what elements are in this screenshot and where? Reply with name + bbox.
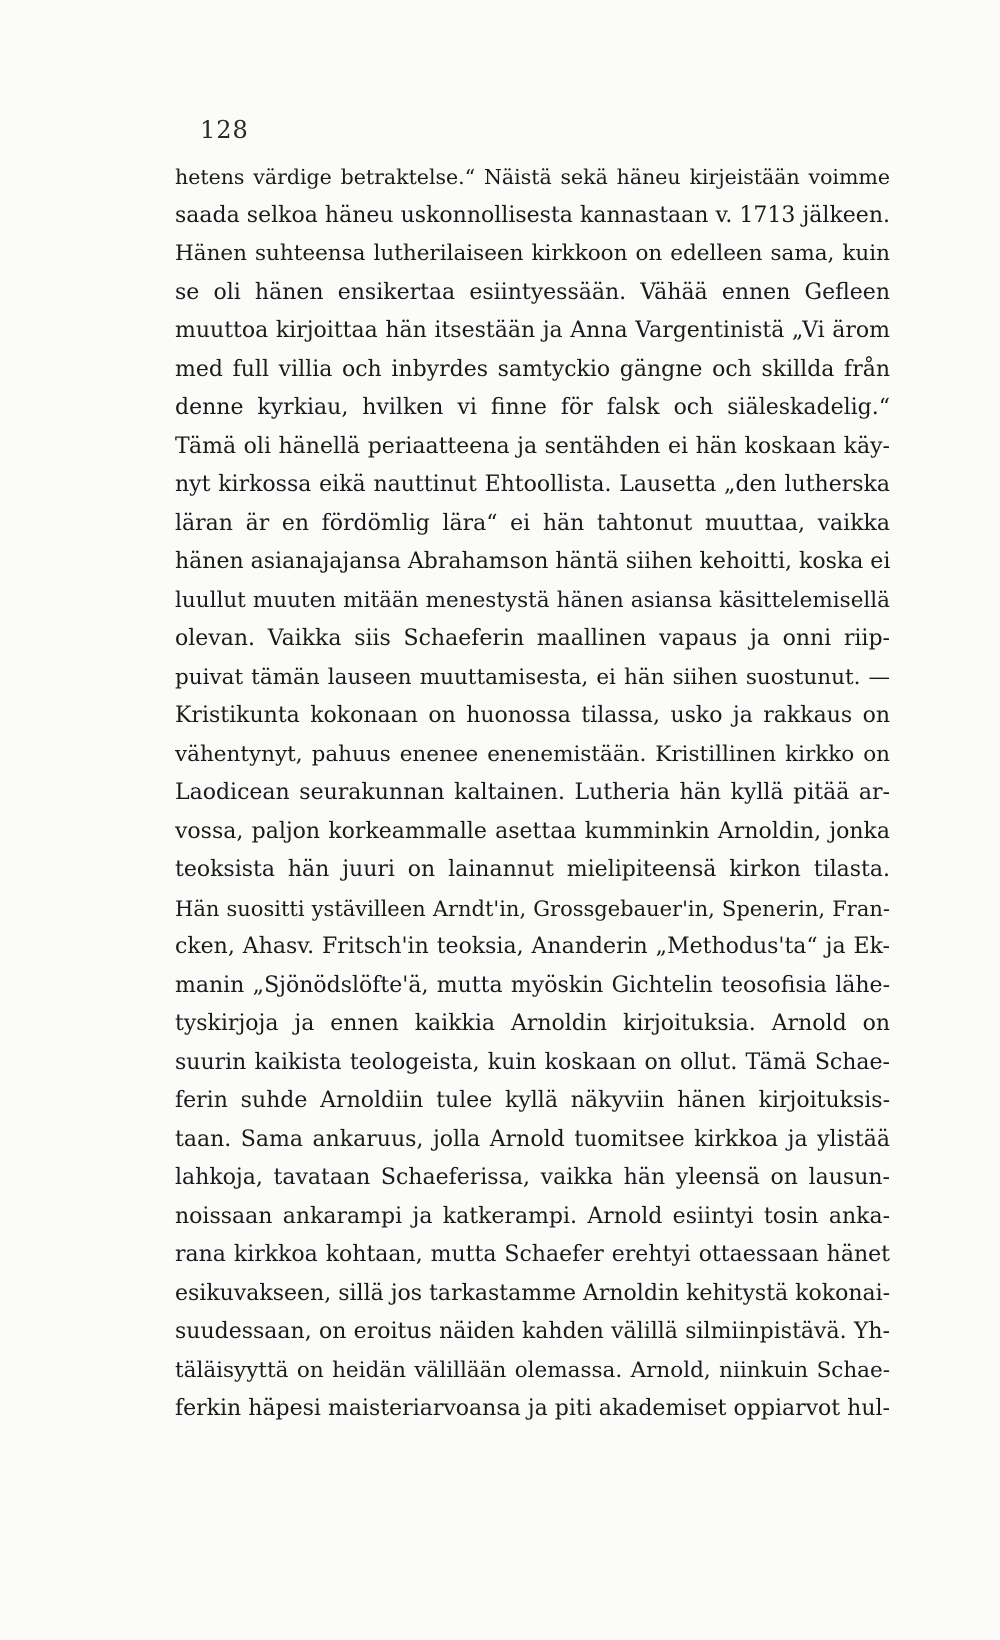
text-line: Kristikunta kokonaan on huonossa tilassa, usko ja rakkaus on <box>175 703 890 728</box>
text-line: Laodicean seurakunnan kaltainen. Lutheria hän kyllä pitää ar- <box>175 780 890 805</box>
text-line: rana kirkkoa kohtaan, mutta Schaefer erehtyi ottaessaan hänet <box>175 1242 890 1267</box>
text-line: Hänen suhteensa lutherilaiseen kirkkoon on edelleen sama, kuin <box>175 241 890 266</box>
text-line: hänen asianajajansa Abrahamson häntä siihen kehoitti, koska ei <box>175 549 890 574</box>
text-line: vossa, paljon korkeammalle asettaa kumminkin Arnoldin, jonka <box>175 818 890 844</box>
text-line: läran är en fördömlig lära“ ei hän tahtonut muuttaa, vaikka <box>175 510 890 536</box>
text-line: täläisyyttä on heidän välillään olemassa. Arnold, niinkuin Schae- <box>175 1357 890 1383</box>
text-line: esikuvakseen, sillä jos tarkastamme Arnoldin kehitystä kokonai- <box>175 1280 890 1306</box>
text-line: teoksista hän juuri on lainannut mielipiteensä kirkon tilasta. <box>175 857 890 882</box>
text-line: Hän suositti ystävilleen Arndt'in, Grossgebauer'in, Spenerin, Fran- <box>175 896 890 921</box>
text-line: tyskirjoja ja ennen kaikkia Arnoldin kirjoituksia. Arnold on <box>175 1011 890 1036</box>
text-line: med full villia och inbyrdes samtyckio gängne och skillda från <box>175 356 890 382</box>
text-line: manin „Sjönödslöfte'ä, mutta myöskin Gichtelin teosofisia lähe- <box>175 972 890 998</box>
text-line: ferkin häpesi maisteriarvoansa ja piti akademiset oppiarvot hul- <box>175 1396 890 1421</box>
text-line: puivat tämän lauseen muuttamisesta, ei hän siihen suostunut. — <box>175 664 890 690</box>
text-line: luullut muuten mitään menestystä hänen asiansa käsittelemisellä <box>175 587 890 613</box>
text-line: olevan. Vaikka siis Schaeferin maallinen vapaus ja onni riip- <box>175 626 890 651</box>
text-line: cken, Ahasv. Fritsch'in teoksia, Ananderin „Methodus'ta“ ja Ek- <box>175 934 890 959</box>
text-line: hetens värdige betraktelse.“ Näistä sekä häneu kirjeistään voimme <box>175 165 890 189</box>
text-line: se oli hänen ensikertaa esiintyessään. Vähää ennen Gefleen <box>175 279 890 305</box>
text-line: saada selkoa häneu uskonnollisesta kannastaan v. 1713 jälkeen. <box>175 202 890 228</box>
text-line: lahkoja, tavataan Schaeferissa, vaikka hän yleensä on lausun- <box>175 1165 890 1190</box>
body-text <box>175 158 890 1429</box>
text-line: suurin kaikista teologeista, kuin koskaan on ollut. Tämä Schae- <box>175 1049 890 1075</box>
text-line: suudessaan, on eroitus näiden kahden välillä silmiinpistävä. Yh- <box>175 1319 890 1344</box>
text-line: nyt kirkossa eikä nauttinut Ehtoollista. Lausetta „den lutherska <box>175 472 890 497</box>
text-line: muuttoa kirjoittaa hän itsestään ja Anna Vargentinistä „Vi ärom <box>175 318 890 343</box>
text-line: taan. Sama ankaruus, jolla Arnold tuomitsee kirkkoa ja ylistää <box>175 1126 890 1152</box>
text-line: noissaan ankarampi ja katkerampi. Arnold esiintyi tosin anka- <box>175 1203 890 1229</box>
text-line: Tämä oli hänellä periaatteena ja sentähden ei hän koskaan käy- <box>175 433 890 459</box>
page-number: 128 <box>200 116 249 144</box>
text-line: vähentynyt, pahuus enenee enenemistään. Kristillinen kirkko on <box>175 741 890 767</box>
text-line: ferin suhde Arnoldiin tulee kyllä näkyviin hänen kirjoituksis- <box>175 1088 890 1113</box>
text-line: denne kyrkiau, hvilken vi finne för falsk och siäleskadelig.“ <box>175 395 890 420</box>
